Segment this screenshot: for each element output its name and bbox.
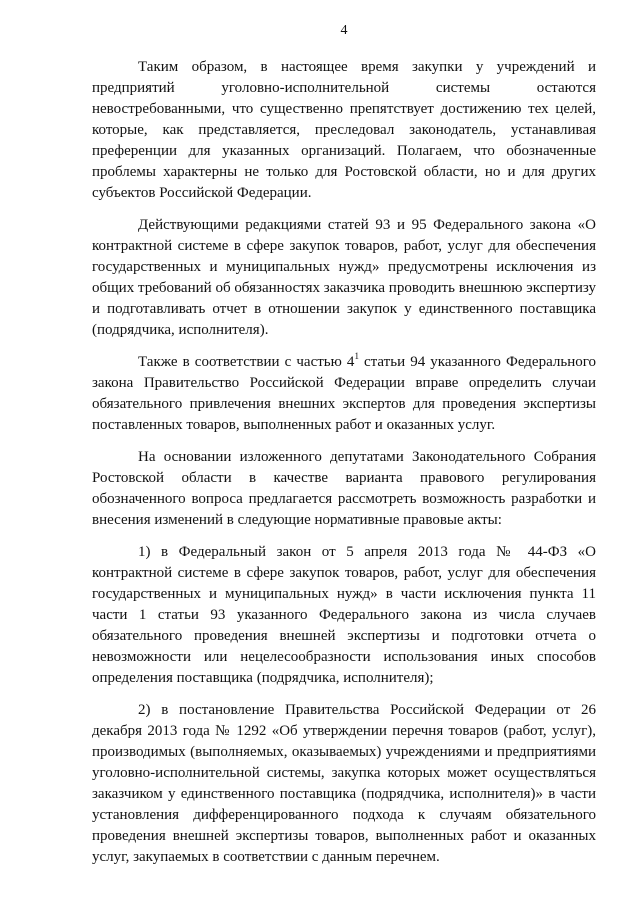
page-number: 4 <box>340 23 348 38</box>
paragraph-article-94-text-after: статьи 94 указанного Федерального закона Правительство Российской Федерации вправе определить случаи обязательного привлечения внешних экспертов для проведения экспертизы поставленных товаров, выполненных работ и оказанных услуг. <box>92 354 597 433</box>
list-item-federal-law: 1) в Федеральный закон от 5 апреля 2013 года № 44-ФЗ «О контрактной системе в сфере закупок товаров, работ, услуг для обеспечения государственных и муниципальных нужд» в части исключения пункта 11 части 1 статьи 93 указанного Федерального закона из числа случаев обязательного проведения внешней экспертизы и подготовки отчета о невозможности или нецелесообразности использования иных способов определения поставщика (подрядчика, исполнителя); <box>92 544 596 686</box>
paragraph-article-94 <box>92 352 596 436</box>
paragraph-article-94-text-before: Также в соответствии с частью 4 <box>138 354 355 370</box>
superscript-marker: 1 <box>354 351 359 361</box>
document-page <box>92 22 596 879</box>
paragraph-proposal-intro: На основании изложенного депутатами Законодательного Собрания Ростовской области в качестве варианта правового регулирования обозначенного вопроса предлагается рассмотреть возможность разработки и внесения изменений в следующие нормативные правовые акты: <box>92 449 596 528</box>
paragraph-current-law: Действующими редакциями статей 93 и 95 Федерального закона «О контрактной системе в сфере закупок товаров, работ, услуг для обеспечения государственных и муниципальных нужд» предусмотрены исключения из общих требований об обязанностях заказчика проводить внешнюю экспертизу и подготавливать отчет в отношении закупок у единственного поставщика (подрядчика, исполнителя). <box>92 217 596 338</box>
list-item-government-decree: 2) в постановление Правительства Российской Федерации от 26 декабря 2013 года № 1292 «Об утверждении перечня товаров (работ, услуг), производимых (выполняемых, оказываемых) учреждениями и предприятиями уголовно-исполнительной системы, закупка которых может осуществляться заказчиком у единственного поставщика (подрядчика, исполнителя)» в части установления дифференцированного подхода к случаям обязательного проведения внешней экспертизы товаров, выполненных работ и оказанных услуг, закупаемых в соответствии с данным перечнем. <box>92 702 596 865</box>
paragraph-conclusion: Таким образом, в настоящее время закупки у учреждений и предприятий уголовно-исполнительной системы остаются невостребованными, что существенно препятствует достижению тех целей, которые, как представляется, преследовал законодатель, устанавливая преференции для указанных организаций. Полагаем, что обозначенные проблемы характерны не только для Ростовской области, но и для других субъектов Российской Федерации. <box>92 59 596 201</box>
